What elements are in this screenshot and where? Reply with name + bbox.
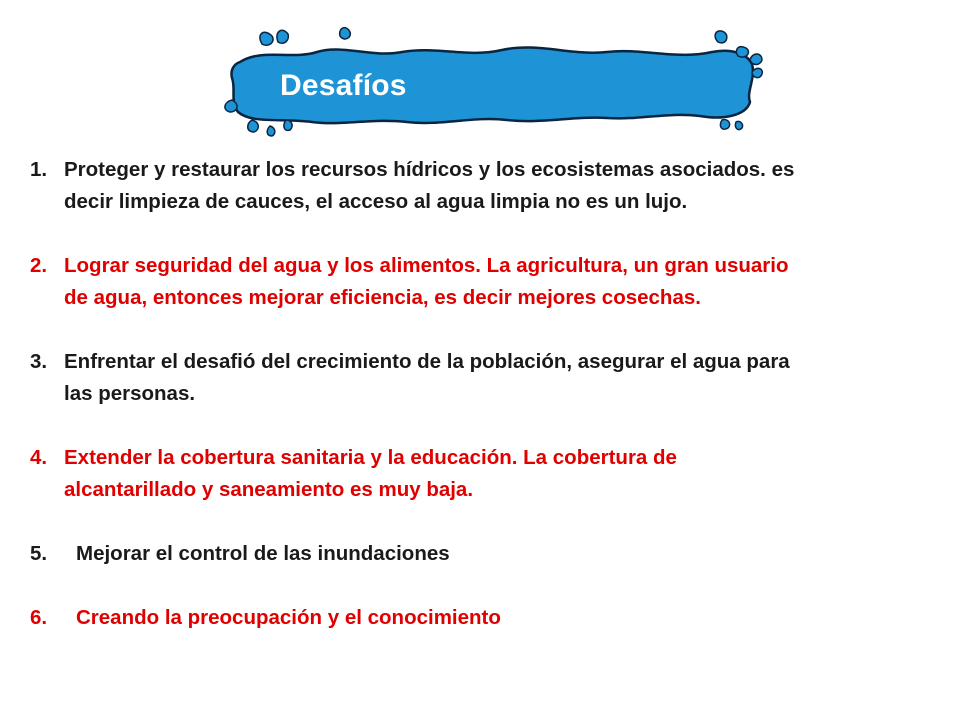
water-droplet-icon — [260, 32, 273, 45]
list-item-number: 6. — [30, 606, 48, 629]
list-item-number: 5. — [30, 542, 48, 565]
list-item — [30, 602, 810, 634]
list-item-number: 3. — [30, 350, 48, 373]
challenges-list — [30, 154, 810, 666]
list-item-text: Creando la preocupación y el conocimiento — [76, 606, 501, 629]
list-item-text: Extender la cobertura sanitaria y la educación. La cobertura de alcantarillado y saneamiento es muy baja. — [64, 446, 677, 501]
water-droplet-icon — [750, 54, 762, 65]
water-droplet-icon — [720, 120, 729, 130]
water-droplet-icon — [284, 120, 292, 130]
list-item-number: 2. — [30, 254, 48, 277]
water-droplet-icon — [340, 28, 351, 39]
water-droplet-icon — [277, 30, 288, 43]
list-item-number: 4. — [30, 446, 48, 469]
water-droplet-icon — [715, 31, 727, 43]
list-item-text: Proteger y restaurar los recursos hídricos y los ecosistemas asociados. es decir limpieza de cauces, el acceso al agua limpia no es un lujo. — [64, 158, 795, 213]
list-item-text: Enfrentar el desafió del crecimiento de la población, asegurar el agua para las personas. — [64, 350, 790, 405]
water-droplet-icon — [752, 68, 762, 77]
water-droplet-icon — [267, 126, 275, 136]
list-item — [30, 154, 810, 218]
list-item — [30, 250, 810, 314]
page-title: Desafíos — [280, 69, 407, 102]
list-item — [30, 346, 810, 410]
list-item-text: Lograr seguridad del agua y los alimentos. La agricultura, un gran usuario de agua, entonces mejorar eficiencia, es decir mejores cosechas. — [64, 254, 789, 309]
list-item — [30, 538, 810, 570]
list-item-number: 1. — [30, 158, 48, 181]
list-item-text: Mejorar el control de las inundaciones — [76, 542, 450, 565]
water-droplet-icon — [736, 47, 748, 57]
list-item — [30, 442, 810, 506]
water-droplet-icon — [248, 120, 259, 132]
water-droplet-icon — [225, 100, 237, 112]
water-droplet-icon — [735, 121, 742, 129]
